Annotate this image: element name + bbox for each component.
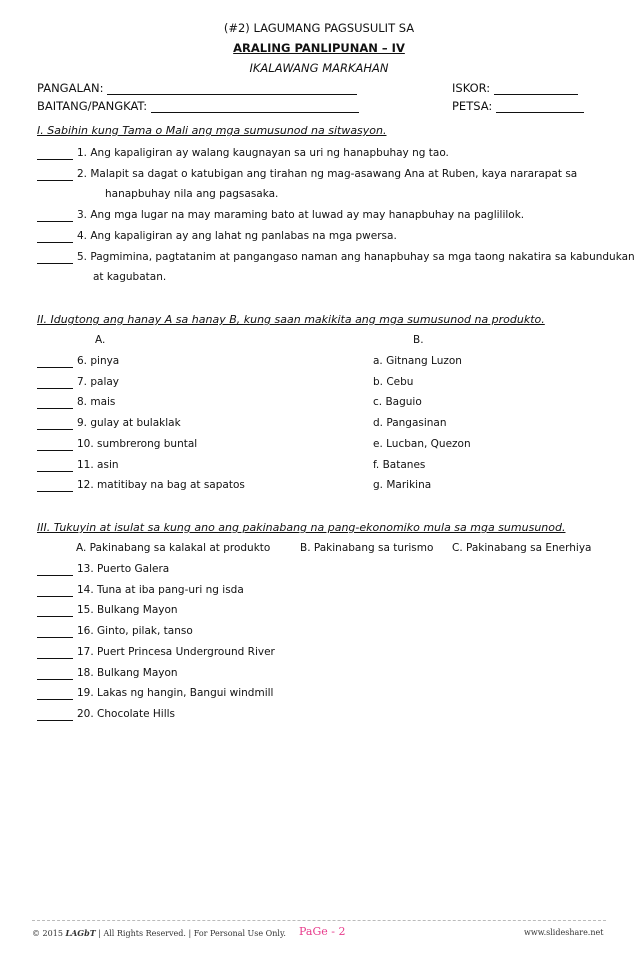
answer-blank[interactable] bbox=[37, 439, 73, 451]
answer-blank[interactable] bbox=[37, 564, 73, 576]
grade-field bbox=[37, 99, 359, 113]
choice-b: B. Pakinabang sa turismo bbox=[300, 542, 434, 554]
section-3-title: III. Tukuyin at isulat sa kung ano ang pakinabang na pang-ekonomiko mula sa mga sumusunod. bbox=[37, 521, 566, 534]
answer-blank[interactable] bbox=[37, 647, 73, 659]
score-label: ISKOR: bbox=[452, 81, 491, 95]
match-item-b: d. Pangasinan bbox=[373, 417, 447, 429]
footer-divider bbox=[32, 920, 606, 921]
title-line-1: (#2) LAGUMANG PAGSUSULIT SA bbox=[223, 21, 415, 35]
match-item-a: 10. sumbrerong buntal bbox=[37, 437, 197, 451]
list-item: 4. Ang kapaligiran ay ang lahat ng panlabas na mga pwersa. bbox=[37, 229, 397, 243]
list-item: 15. Bulkang Mayon bbox=[37, 603, 178, 617]
score-field bbox=[452, 81, 578, 95]
list-item: 2. Malapit sa dagat o katubigan ang tirahan ng mag-asawang Ana at Ruben, kaya nararapat sa bbox=[37, 167, 577, 181]
match-item-a: 8. mais bbox=[37, 395, 115, 409]
section-1-title: I. Sabihin kung Tama o Mali ang mga sumusunod na sitwasyon. bbox=[37, 124, 387, 137]
grade-label: BAITANG/PANGKAT: bbox=[37, 99, 148, 113]
match-item-a: 9. gulay at bulaklak bbox=[37, 416, 181, 430]
list-item: 5. Pagmimina, pagtatanim at pangangaso naman ang hanapbuhay sa mga taong nakatira sa kabundukan bbox=[37, 250, 635, 264]
rights-text: | All Rights Reserved. | For Personal Use Only. bbox=[98, 929, 286, 938]
match-item-b: b. Cebu bbox=[373, 376, 414, 388]
answer-blank[interactable] bbox=[37, 460, 73, 472]
name-blank[interactable] bbox=[107, 82, 357, 95]
list-item: 18. Bulkang Mayon bbox=[37, 666, 178, 680]
list-item: 13. Puerto Galera bbox=[37, 562, 169, 576]
match-item-b: e. Lucban, Quezon bbox=[373, 438, 471, 450]
answer-blank[interactable] bbox=[37, 626, 73, 638]
match-item-b: a. Gitnang Luzon bbox=[373, 355, 462, 367]
name-label: PANGALAN: bbox=[37, 81, 104, 95]
copyright-text: © 2015 bbox=[32, 929, 63, 938]
list-item: 19. Lakas ng hangin, Bangui windmill bbox=[37, 686, 273, 700]
list-item: 16. Ginto, pilak, tanso bbox=[37, 624, 193, 638]
brand-name: LAGbT bbox=[65, 928, 96, 938]
list-item: 1. Ang kapaligiran ay walang kaugnayan sa uri ng hanapbuhay ng tao. bbox=[37, 146, 449, 160]
match-item-b: f. Batanes bbox=[373, 459, 426, 471]
grade-blank[interactable] bbox=[151, 100, 359, 113]
column-a-heading: A. bbox=[95, 334, 106, 346]
list-item-continuation: at kagubatan. bbox=[93, 271, 167, 283]
choice-c: C. Pakinabang sa Enerhiya bbox=[452, 542, 592, 554]
answer-blank[interactable] bbox=[37, 252, 73, 264]
answer-blank[interactable] bbox=[37, 709, 73, 721]
name-field bbox=[37, 81, 357, 95]
answer-blank[interactable] bbox=[37, 397, 73, 409]
answer-blank[interactable] bbox=[37, 231, 73, 243]
footer-site[interactable]: www.slideshare.net bbox=[524, 928, 604, 937]
answer-blank[interactable] bbox=[37, 605, 73, 617]
list-item-continuation: hanapbuhay nila ang pagsasaka. bbox=[105, 188, 279, 200]
section-2-title: II. Idugtong ang hanay A sa hanay B, kung saan makikita ang mga sumusunod na produkto. bbox=[37, 313, 545, 326]
match-item-b: g. Marikina bbox=[373, 479, 432, 491]
match-item-a: 11. asin bbox=[37, 458, 119, 472]
answer-blank[interactable] bbox=[37, 148, 73, 160]
answer-blank[interactable] bbox=[37, 377, 73, 389]
answer-blank[interactable] bbox=[37, 585, 73, 597]
match-item-a: 12. matitibay na bag at sapatos bbox=[37, 478, 245, 492]
footer-copyright bbox=[32, 928, 286, 938]
answer-blank[interactable] bbox=[37, 688, 73, 700]
title-line-2: ARALING PANLIPUNAN – IV bbox=[233, 41, 405, 55]
list-item: 3. Ang mga lugar na may maraming bato at luwad ay may hanapbuhay na paglililok. bbox=[37, 208, 524, 222]
title-line-3: IKALAWANG MARKAHAN bbox=[249, 61, 389, 75]
answer-blank[interactable] bbox=[37, 210, 73, 222]
date-label: PETSA: bbox=[452, 99, 493, 113]
choice-a: A. Pakinabang sa kalakal at produkto bbox=[76, 542, 271, 554]
answer-blank[interactable] bbox=[37, 668, 73, 680]
date-field bbox=[452, 99, 584, 113]
column-b-heading: B. bbox=[413, 334, 424, 346]
list-item: 14. Tuna at iba pang-uri ng isda bbox=[37, 583, 244, 597]
answer-blank[interactable] bbox=[37, 418, 73, 430]
answer-blank[interactable] bbox=[37, 356, 73, 368]
answer-blank[interactable] bbox=[37, 169, 73, 181]
match-item-b: c. Baguio bbox=[373, 396, 422, 408]
answer-blank[interactable] bbox=[37, 480, 73, 492]
match-item-a: 6. pinya bbox=[37, 354, 119, 368]
page-number: PaGe - 2 bbox=[299, 925, 346, 938]
list-item: 17. Puert Princesa Underground River bbox=[37, 645, 275, 659]
score-blank[interactable] bbox=[494, 82, 578, 95]
list-item: 20. Chocolate Hills bbox=[37, 707, 175, 721]
match-item-a: 7. palay bbox=[37, 375, 119, 389]
date-blank[interactable] bbox=[496, 100, 584, 113]
